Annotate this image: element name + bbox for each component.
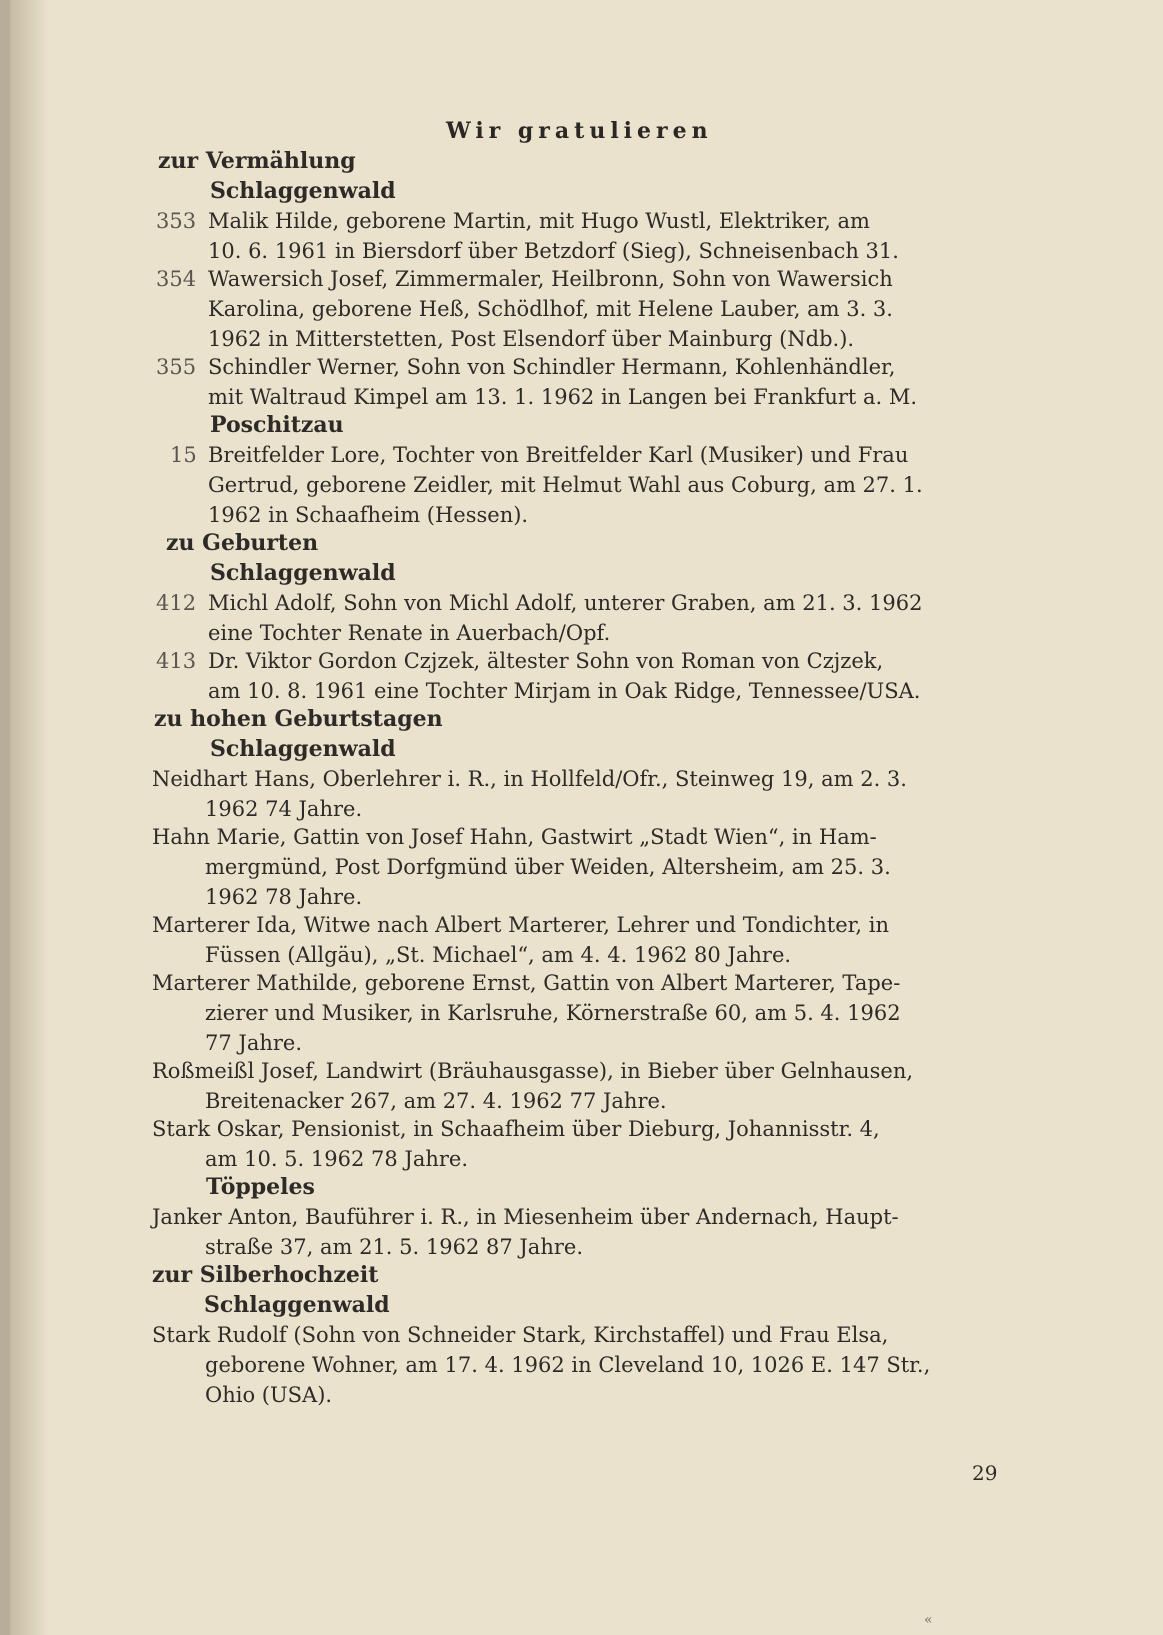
entry-text: Michl Adolf, Sohn von Michl Adolf, unterer Graben, am 21. 3. 1962 eine Tochter Renate in Auerbach/Opf. [208,591,923,645]
section-prefix: zur [152,1262,193,1288]
entry-text: Janker Anton, Bauführer i. R., in Miesenheim über Andernach, Haupt- straße 37, am 21. 5. 1962 87 Jahre. [152,1205,899,1259]
section-label: Silberhochzeit [199,1262,379,1288]
place-heading-schlaggenwald: Schlaggenwald [210,560,396,586]
entry-number: 355 [156,355,197,379]
entry-text: Marterer Ida, Witwe nach Albert Marterer, Lehrer und Tondichter, in Füssen (Allgäu), „St. Michael“, am 4. 4. 1962 80 Jahre. [152,913,889,967]
entry-number: 15 [170,443,197,467]
binding-edge [0,0,10,1635]
place-heading-toeppeles: Töppeles [206,1174,315,1200]
entry-text: Breitfelder Lore, Tochter von Breitfelder Karl (Musiker) und Frau Gertrud, geborene Zeidler, mit Helmut Wahl aus Coburg, am 27. 1. 1962 in Schaafheim (Hessen). [208,443,923,527]
section-heading-vermaehlung [158,146,356,176]
entry-number: 353 [156,209,197,233]
entry-number: 412 [156,591,197,615]
place-heading-schlaggenwald: Schlaggenwald [210,178,396,204]
entry-text: Hahn Marie, Gattin von Josef Hahn, Gastwirt „Stadt Wien“, in Ham- mergmünd, Post Dorfgmünd über Weiden, Altersheim, am 25. 3. 1962 78 Jahre. [152,825,891,909]
entry-text: Schindler Werner, Sohn von Schindler Hermann, Kohlenhändler, mit Waltraud Kimpel am 13. 1. 1962 in Langen bei Frankfurt a. M. [208,355,918,409]
binding-shadow [10,0,50,1635]
entry-text: Stark Rudolf (Sohn von Schneider Stark, Kirchstaffel) und Frau Elsa, geborene Wohner, am 17. 4. 1962 in Cleveland 10, 1026 E. 147 Str., Ohio (USA). [152,1323,931,1407]
corner-mark: « [924,1612,933,1628]
entry-text: Marterer Mathilde, geborene Ernst, Gattin von Albert Marterer, Tape- zierer und Musiker, in Karlsruhe, Körnerstraße 60, am 5. 4. 1962 77 Jahre. [152,971,901,1055]
section-label: Vermählung [205,148,356,174]
place-heading-schlaggenwald: Schlaggenwald [210,736,396,762]
section-label: hohen Geburtstagen [190,706,443,732]
section-prefix: zur [158,148,199,174]
place-heading-poschitzau: Poschitzau [210,412,344,438]
entry-text: Neidhart Hans, Oberlehrer i. R., in Hollfeld/Ofr., Steinweg 19, am 2. 3. 1962 74 Jahre. [152,767,907,821]
entry-text: Malik Hilde, geborene Martin, mit Hugo Wustl, Elektriker, am 10. 6. 1961 in Biersdorf über Betzdorf (Sieg), Schneisenbach 31. [208,209,899,263]
entry-number: 354 [156,267,197,291]
section-prefix: zu [154,706,183,732]
entry-text: Roßmeißl Josef, Landwirt (Bräuhausgasse), in Bieber über Gelnhausen, Breitenacker 267, am 27. 4. 1962 77 Jahre. [152,1059,914,1113]
place-heading-schlaggenwald: Schlaggenwald [204,1292,390,1318]
section-heading-hohe-geburtstage [154,704,443,734]
entry-text: Wawersich Josef, Zimmermaler, Heilbronn, Sohn von Wawersich Karolina, geborene Heß, Schödlhof, mit Helene Lauber, am 3. 3. 1962 in Mitterstetten, Post Elsendorf über Mainburg (Ndb.). [208,267,893,351]
entry-text: Stark Oskar, Pensionist, in Schaafheim über Dieburg, Johannisstr. 4, am 10. 5. 1962 78 Jahre. [152,1117,880,1171]
entry-number: 413 [156,649,197,673]
section-heading-geburten [166,528,318,558]
section-heading-silberhochzeit [152,1260,378,1290]
page-title: Wir gratulieren [446,118,713,144]
entry-text: Dr. Viktor Gordon Czjzek, ältester Sohn von Roman von Czjzek, am 10. 8. 1961 eine Tochter Mirjam in Oak Ridge, Tennessee/USA. [208,649,921,703]
page-number: 29 [972,1461,998,1485]
section-label: Geburten [202,530,319,556]
section-prefix: zu [166,530,195,556]
